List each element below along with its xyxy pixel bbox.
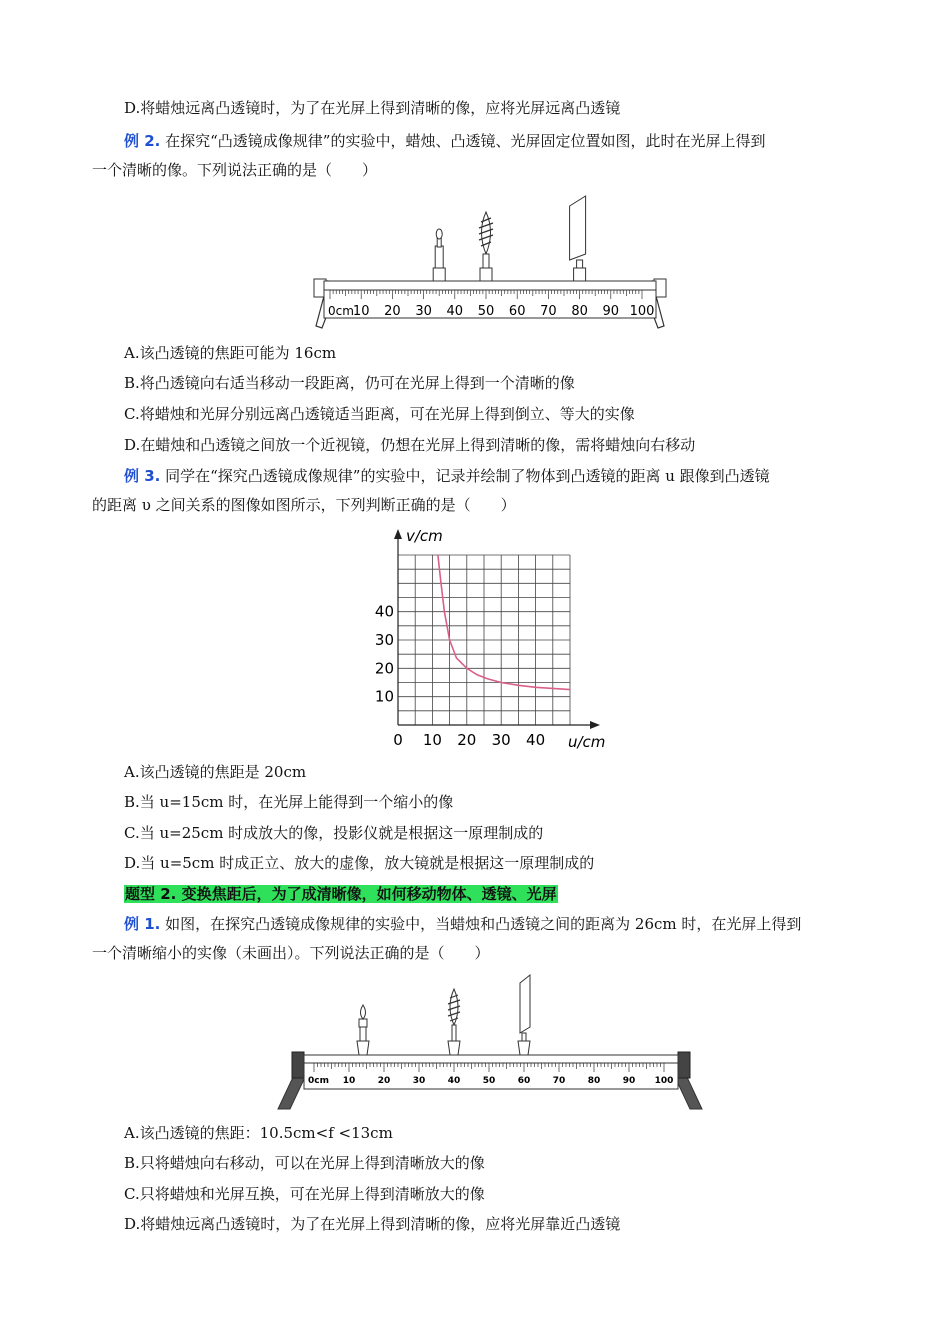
example-2-option-a: A.该凸透镜的焦距可能为 16cm bbox=[124, 344, 337, 362]
bench-tick-label: 10 bbox=[342, 1076, 356, 1086]
bench-origin-label: 0cm bbox=[328, 304, 354, 318]
bench-tick-label: 60 bbox=[517, 1076, 531, 1086]
example-3-option-c: C.当 u=25cm 时成放大的像，投影仪就是根据这一原理制成的 bbox=[124, 824, 544, 842]
example-1-option-d: D.将蜡烛远离凸透镜时，为了在光屏上得到清晰的像，应将光屏靠近凸透镜 bbox=[124, 1215, 621, 1233]
candle bbox=[357, 1005, 369, 1055]
bench-tick-label: 100 bbox=[629, 304, 655, 319]
y-tick-label: 20 bbox=[374, 659, 394, 678]
bench-tick-label: 30 bbox=[415, 304, 432, 319]
bench-left-clamp bbox=[292, 1052, 304, 1078]
example-2-option-d: D.在蜡烛和凸透镜之间放一个近视镜，仍想在光屏上得到清晰的像，需将蜡烛向右移动 bbox=[124, 436, 696, 454]
x-tick-label: 10 bbox=[422, 731, 442, 749]
example-3-question bbox=[124, 466, 770, 486]
bench-tick-label: 80 bbox=[587, 1076, 601, 1086]
optical-bench-figure-1 bbox=[300, 188, 680, 338]
graph-grid bbox=[398, 555, 570, 725]
example-2-option-b: B.将凸透镜向右适当移动一段距离，仍可在光屏上得到一个清晰的像 bbox=[124, 374, 575, 392]
graph-x-axis-label: u/cm bbox=[568, 733, 606, 751]
bench-tick-label: 70 bbox=[552, 1076, 566, 1086]
section-2-title: 题型 2. 变换焦距后，为了成清晰像，如何移动物体、透镜、光屏 bbox=[125, 885, 557, 903]
x-tick-label: 30 bbox=[491, 731, 511, 749]
example-1-question bbox=[124, 914, 801, 934]
bench-right-clamp bbox=[678, 1052, 690, 1078]
example-2-label: 例 2. bbox=[124, 132, 161, 150]
example-1-text: 如图，在探究凸透镜成像规律的实验中，当蜡烛和凸透镜之间的距离为 26cm 时，在光屏上得到 bbox=[160, 915, 802, 933]
convex-lens bbox=[479, 212, 493, 281]
example-3-option-b: B.当 u=15cm 时，在光屏上能得到一个缩小的像 bbox=[124, 793, 454, 811]
example-2-text-cont: 一个清晰的像。下列说法正确的是（ ） bbox=[92, 161, 378, 179]
optical-bench-figure-2 bbox=[272, 975, 712, 1115]
bench-tick-label: 90 bbox=[602, 304, 620, 319]
x-tick-label: 40 bbox=[526, 731, 546, 749]
example-1-option-a: A.该凸透镜的焦距：10.5cm<f <13cm bbox=[124, 1124, 393, 1142]
example-3-text: 同学在“探究凸透镜成像规律”的实验中，记录并绘制了物体到凸透镜的距离 u 跟像到凸透镜 bbox=[160, 467, 770, 485]
example-3-label: 例 3. bbox=[124, 467, 161, 485]
bench-tick-label: 50 bbox=[482, 1076, 496, 1086]
bench-tick-label: 40 bbox=[447, 1076, 461, 1086]
prev-option-d: D.将蜡烛远离凸透镜时，为了在光屏上得到清晰的像，应将光屏远离凸透镜 bbox=[124, 99, 621, 117]
light-screen bbox=[570, 196, 586, 281]
y-tick-label: 30 bbox=[374, 631, 394, 649]
example-1-option-b: B.只将蜡烛向右移动，可以在光屏上得到清晰放大的像 bbox=[124, 1154, 485, 1172]
graph-x-tick-labels bbox=[393, 731, 545, 749]
u-v-graph bbox=[360, 525, 620, 750]
bench-tick-label: 20 bbox=[377, 1076, 391, 1086]
example-1-option-c: C.只将蜡烛和光屏互换，可在光屏上得到清晰放大的像 bbox=[124, 1185, 485, 1203]
example-1-label: 例 1. bbox=[124, 915, 161, 933]
bench-tick-label: 30 bbox=[412, 1076, 426, 1086]
bench-tick-label: 60 bbox=[508, 304, 526, 319]
light-screen bbox=[518, 975, 530, 1055]
y-tick-label: 10 bbox=[374, 687, 394, 706]
bench-tick-label: 10 bbox=[352, 304, 370, 319]
graph-y-tick-labels bbox=[375, 603, 394, 706]
candle bbox=[433, 229, 445, 281]
graph-y-axis-label: v/cm bbox=[406, 527, 443, 545]
x-axis-arrow bbox=[590, 721, 600, 729]
bench-rail bbox=[304, 1055, 678, 1063]
graph-axes bbox=[394, 529, 600, 729]
example-1-text-cont: 一个清晰缩小的实像（未画出）。下列说法正确的是（ ） bbox=[92, 944, 490, 962]
x-tick-label: 20 bbox=[457, 731, 477, 749]
example-3-option-d: D.当 u=5cm 时成正立、放大的虚像，放大镜就是根据这一原理制成的 bbox=[124, 854, 595, 872]
bench-left-leg bbox=[278, 1075, 306, 1109]
example-2-text: 在探究“凸透镜成像规律”的实验中，蜡烛、凸透镜、光屏固定位置如图，此时在光屏上得到 bbox=[160, 132, 766, 150]
bench-origin-label: 0cm bbox=[308, 1076, 329, 1086]
x-tick-label: 0 bbox=[393, 731, 403, 749]
bench-tick-label: 50 bbox=[477, 304, 495, 319]
convex-lens bbox=[448, 989, 460, 1055]
bench-tick-label: 20 bbox=[384, 304, 401, 319]
y-tick-label: 40 bbox=[374, 602, 394, 621]
bench-tick-label: 90 bbox=[622, 1076, 636, 1086]
graph-curve bbox=[438, 555, 570, 690]
bench-tick-label: 100 bbox=[654, 1076, 674, 1086]
y-axis-arrow bbox=[394, 529, 402, 539]
example-3-option-a: A.该凸透镜的焦距是 20cm bbox=[124, 763, 307, 781]
bench-tick-label: 40 bbox=[446, 304, 464, 319]
bench-tick-label: 70 bbox=[540, 304, 557, 319]
bench-rail bbox=[324, 281, 656, 290]
bench-tick-label: 80 bbox=[571, 304, 588, 319]
example-2-option-c: C.将蜡烛和光屏分别远离凸透镜适当距离，可在光屏上得到倒立、等大的实像 bbox=[124, 405, 635, 423]
example-2-question bbox=[124, 131, 765, 151]
example-3-text-cont: 的距离 υ 之间关系的图像如图所示，下列判断正确的是（ ） bbox=[92, 496, 516, 514]
